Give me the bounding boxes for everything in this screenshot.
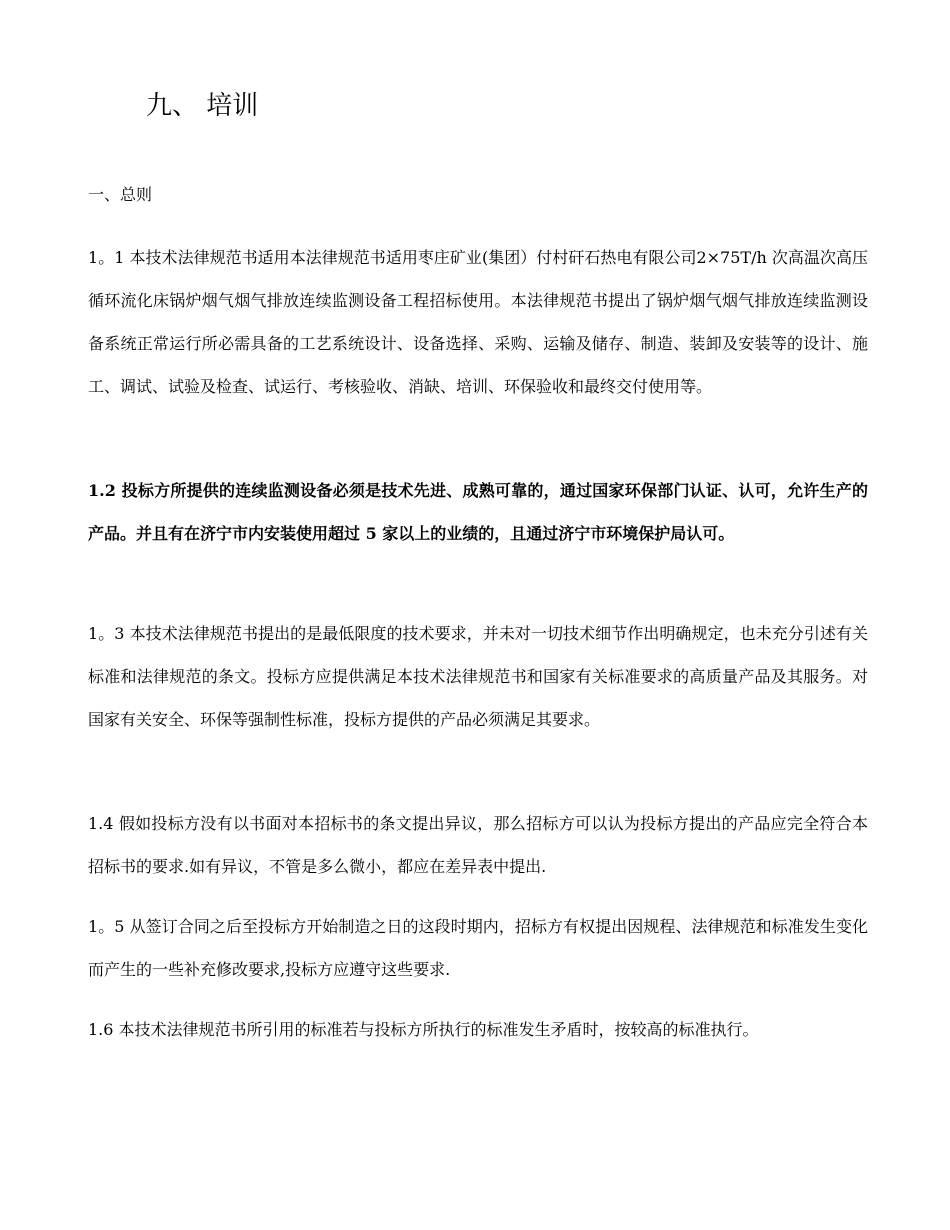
paragraph-1-6: 1.6 本技术法律规范书所引用的标准若与投标方所执行的标准发生矛盾时，按较高的标准执行。	[88, 1020, 759, 1039]
paragraph-1-1: 1。1 本技术法律规范书适用本法律规范书适用枣庄矿业(集团）付村矸石热电有限公司2×75T/h 次高温次高压循环流化床锅炉烟气烟气排放连续监测设备工程招标使用。本法律规范书提出了锅炉烟气烟气排放连续监测设备系统正常运行所必需具备的工艺系统设计、设备选择、采购、运输及储存、制造、装卸及安装等的设计、施工、调试、试验及检查、试运行、考核验收、消缺、培训、环保验收和最终交付使用等。	[88, 248, 868, 396]
paragraph-1-2: 1.2 投标方所提供的连续监测设备必须是技术先进、成熟可靠的，通过国家环保部门认证、认可，允许生产的产品。并且有在济宁市内安装使用超过 5 家以上的业绩的，且通过济宁市环境保护局认可。	[88, 481, 868, 543]
paragraph-1-5: 1。5 从签订合同之后至投标方开始制造之日的这段时期内，招标方有权提出因规程、法律规范和标准发生变化而产生的一些补充修改要求,投标方应遵守这些要求.	[88, 917, 868, 979]
page-title: 九、 培训	[146, 91, 259, 121]
paragraph-1-3: 1。3 本技术法律规范书提出的是最低限度的技术要求，并未对一切技术细节作出明确规定，也未充分引述有关标准和法律规范的条文。投标方应提供满足本技术法律规范书和国家有关标准要求的高质量产品及其服务。对国家有关安全、环保等强制性标准，投标方提供的产品必须满足其要求。	[88, 624, 868, 729]
paragraph-1-4: 1.4 假如投标方没有以书面对本招标书的条文提出异议，那么招标方可以认为投标方提出的产品应完全符合本招标书的要求.如有异议，不管是多么微小，都应在差异表中提出.	[88, 814, 868, 876]
section-heading: 一、总则	[88, 185, 153, 204]
